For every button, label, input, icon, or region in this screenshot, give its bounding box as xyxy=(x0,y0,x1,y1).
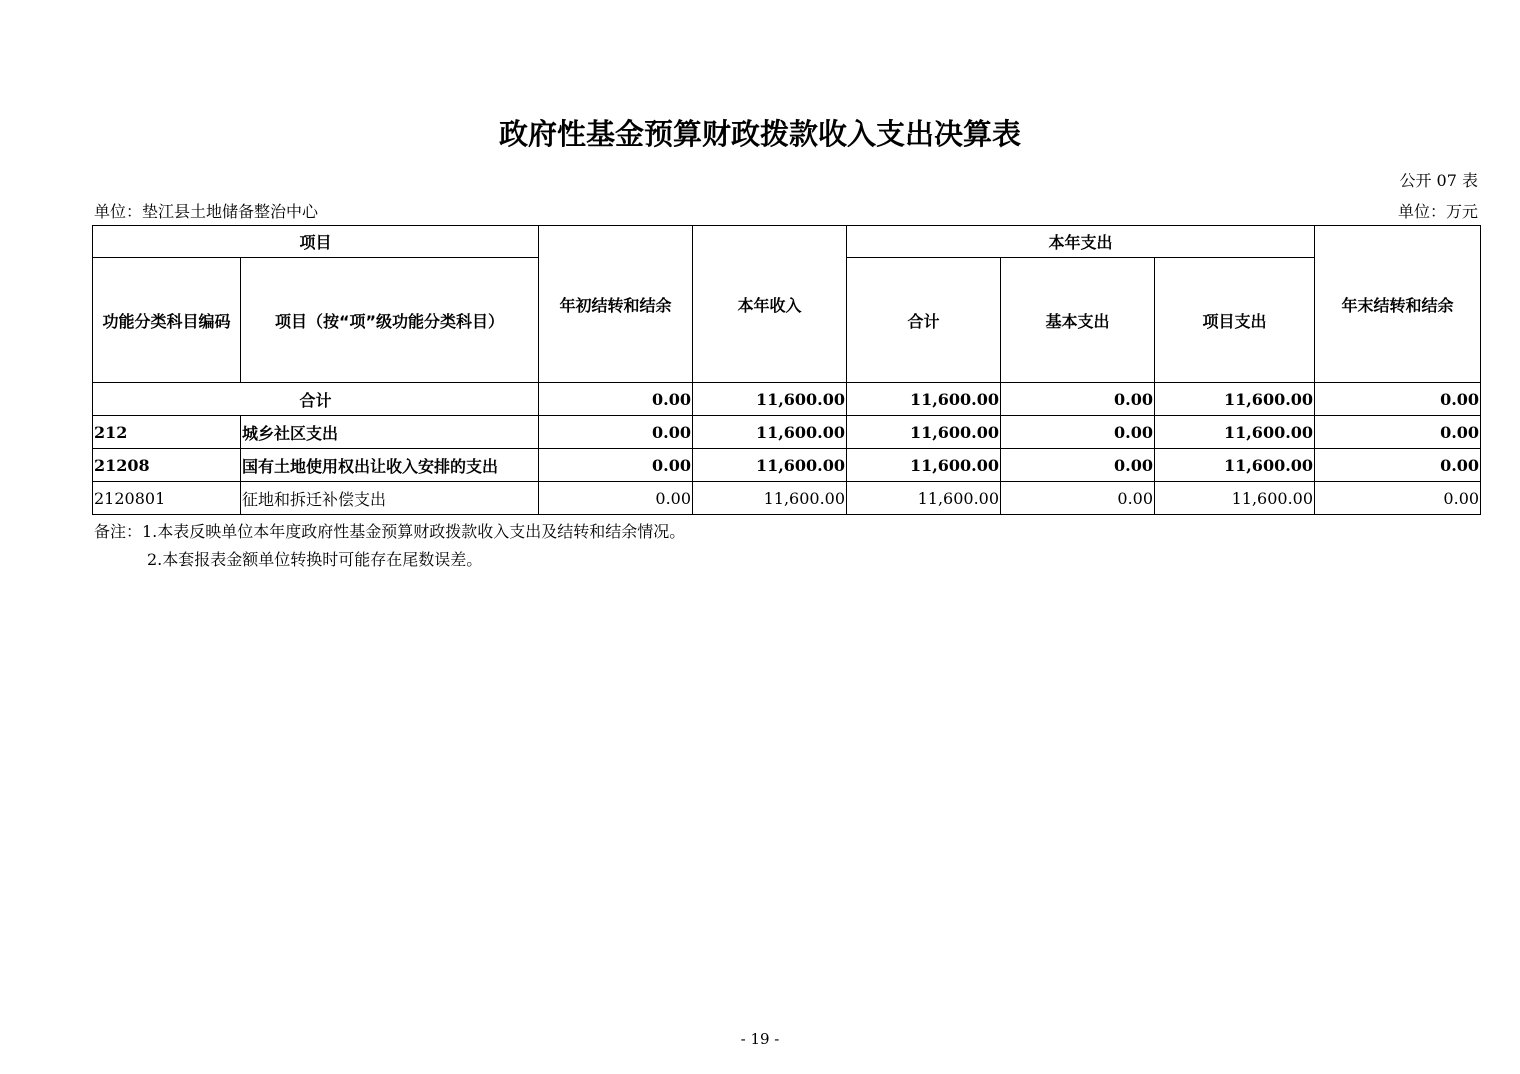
row-name: 国有土地使用权出让收入安排的支出 xyxy=(241,449,539,482)
total-row xyxy=(93,383,1481,416)
header-expense-project: 项目支出 xyxy=(1155,258,1315,383)
row-expense-basic: 0.00 xyxy=(1001,416,1155,449)
row-name: 征地和拆迁补偿支出 xyxy=(241,482,539,515)
note-1: 备注：1.本表反映单位本年度政府性基金预算财政拨款收入支出及结转和结余情况。 xyxy=(94,522,686,541)
row-code: 2120801 xyxy=(93,482,241,515)
document-title: 政府性基金预算财政拨款收入支出决算表 xyxy=(498,117,1021,151)
row-name: 城乡社区支出 xyxy=(241,416,539,449)
row-closing: 0.00 xyxy=(1315,449,1481,482)
header-expense-basic: 基本支出 xyxy=(1001,258,1155,383)
row-opening: 0.00 xyxy=(539,482,693,515)
header-opening-balance: 年初结转和结余 xyxy=(539,226,693,383)
row-expense-project: 11,600.00 xyxy=(1155,449,1315,482)
notes xyxy=(94,518,685,574)
row-code: 212 xyxy=(93,416,241,449)
row-expense-total: 11,600.00 xyxy=(847,449,1001,482)
header-closing-balance: 年末结转和结余 xyxy=(1315,226,1481,383)
page-number: - 19 - xyxy=(740,1030,780,1048)
row-opening: 0.00 xyxy=(539,416,693,449)
fund-budget-table xyxy=(92,225,1481,515)
row-expense-project: 11,600.00 xyxy=(1155,416,1315,449)
table-row xyxy=(93,416,1481,449)
row-expense-project: 11,600.00 xyxy=(1155,482,1315,515)
table-number: 公开 07 表 xyxy=(1399,171,1478,190)
row-closing: 0.00 xyxy=(1315,416,1481,449)
header-row-1 xyxy=(93,226,1481,258)
total-opening: 0.00 xyxy=(539,383,693,416)
total-expense-project: 11,600.00 xyxy=(1155,383,1315,416)
header-project-name: 项目（按“项”级功能分类科目） xyxy=(241,258,539,383)
total-closing: 0.00 xyxy=(1315,383,1481,416)
row-expense-basic: 0.00 xyxy=(1001,449,1155,482)
row-code: 21208 xyxy=(93,449,241,482)
table-row xyxy=(93,482,1481,515)
total-expense-total: 11,600.00 xyxy=(847,383,1001,416)
total-income: 11,600.00 xyxy=(693,383,847,416)
currency-unit: 单位：万元 xyxy=(1397,202,1478,221)
total-label: 合计 xyxy=(93,383,539,416)
table-row xyxy=(93,449,1481,482)
row-expense-total: 11,600.00 xyxy=(847,482,1001,515)
row-opening: 0.00 xyxy=(539,449,693,482)
total-expense-basic: 0.00 xyxy=(1001,383,1155,416)
row-income: 11,600.00 xyxy=(693,482,847,515)
organization-unit: 单位：垫江县土地储备整治中心 xyxy=(94,202,319,221)
header-income: 本年收入 xyxy=(693,226,847,383)
header-expense-total: 合计 xyxy=(847,258,1001,383)
row-expense-basic: 0.00 xyxy=(1001,482,1155,515)
note-2: 2.本套报表金额单位转换时可能存在尾数误差。 xyxy=(147,550,483,569)
row-closing: 0.00 xyxy=(1315,482,1481,515)
header-expense-group: 本年支出 xyxy=(847,226,1315,258)
header-project-group: 项目 xyxy=(93,226,539,258)
row-expense-total: 11,600.00 xyxy=(847,416,1001,449)
row-income: 11,600.00 xyxy=(693,416,847,449)
header-function-code: 功能分类科目编码 xyxy=(93,258,241,383)
row-income: 11,600.00 xyxy=(693,449,847,482)
